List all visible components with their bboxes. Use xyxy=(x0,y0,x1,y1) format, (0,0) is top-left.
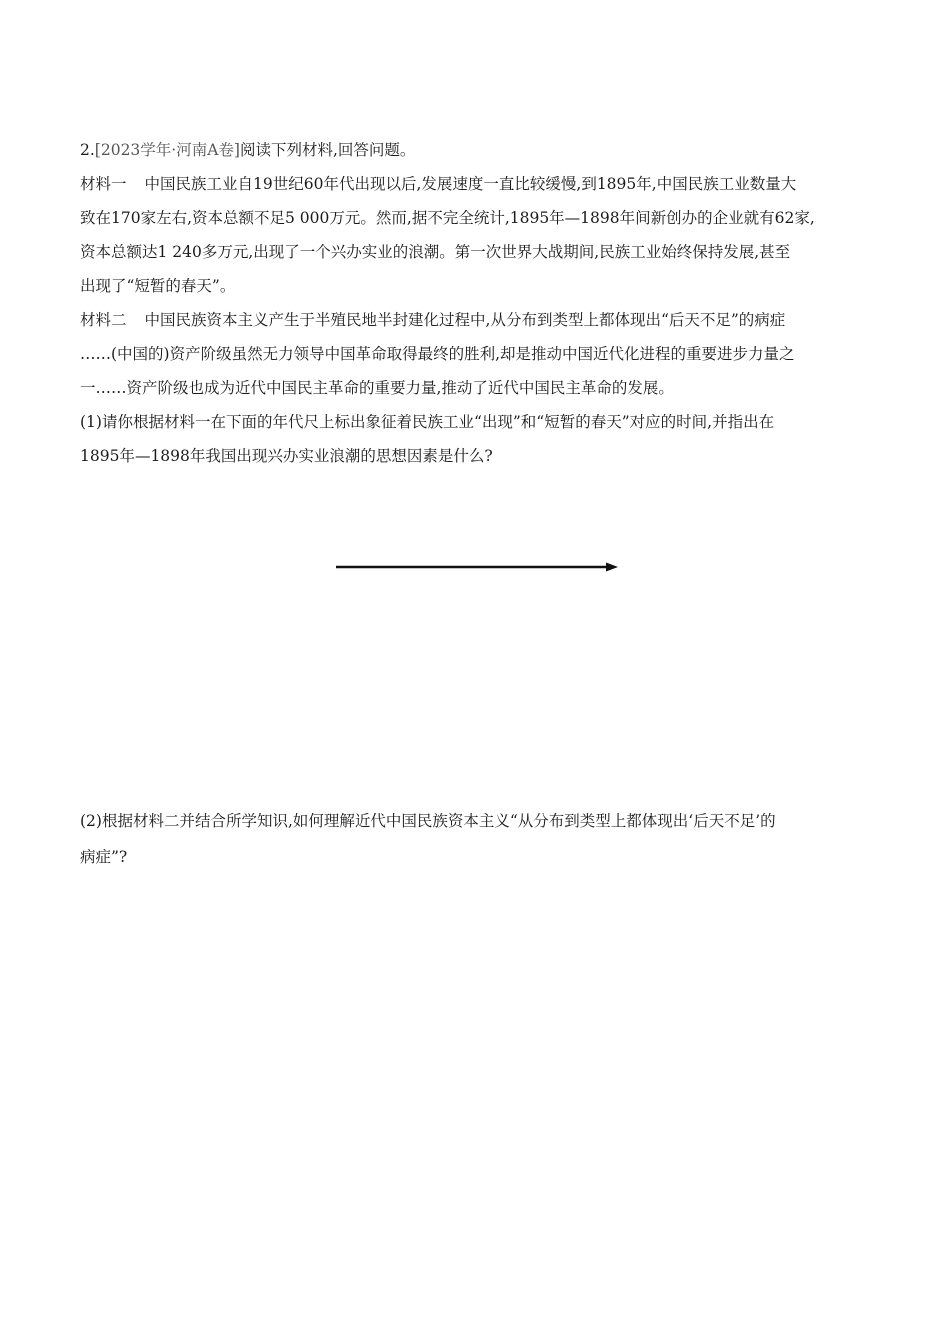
material1-line-4: 出现了“短暂的春天”。 xyxy=(80,277,236,295)
material2-line-2: ……(中国的)资产阶级虽然无力领导中国革命取得最终的胜利,却是推动中国近代化进程的重要进步力量之 xyxy=(80,345,795,363)
material1-line-2: 致在170家左右,资本总额不足5 000万元。然而,据不完全统计,1895年—1898年间新创办的企业就有62家, xyxy=(80,209,815,227)
timeline-arrowhead-icon xyxy=(606,563,618,572)
q1-line-2: 1895年—1898年我国出现兴办实业浪潮的思想因素是什么? xyxy=(80,447,493,465)
material1-label: 材料一 xyxy=(80,175,127,193)
timeline-arrow xyxy=(336,558,618,576)
material2-text-1: 中国民族资本主义产生于半殖民地半封建化过程中,从分布到类型上都体现出“后天不足”的病症 xyxy=(144,311,786,329)
question-source: [2023学年·河南A卷] xyxy=(94,141,240,159)
question-instruction: 阅读下列材料,回答问题。 xyxy=(239,141,416,159)
question-content xyxy=(80,133,872,473)
q2-line-1: (2)根据材料二并结合所学知识,如何理解近代中国民族资本主义“从分布到类型上都体现出‘后天不足’的 xyxy=(80,812,776,830)
material2-line-3: 一……资产阶级也成为近代中国民主革命的重要力量,推动了近代中国民主革命的发展。 xyxy=(80,379,674,397)
question-2 xyxy=(80,803,872,875)
q1-line-1: (1)请你根据材料一在下面的年代尺上标出象征着民族工业“出现”和“短暂的春天”对应的时间,并指出在 xyxy=(80,413,775,431)
question-header xyxy=(80,133,872,167)
material1-line-1 xyxy=(80,167,872,201)
q2-line-2: 病症”? xyxy=(80,848,128,866)
material2-label: 材料二 xyxy=(80,311,127,329)
material1-text-1: 中国民族工业自19世纪60年代出现以后,发展速度一直比较缓慢,到1895年,中国民族工业数量大 xyxy=(144,175,797,193)
question-number: 2. xyxy=(80,141,95,159)
material2-line-1 xyxy=(80,303,872,337)
material1-line-3: 资本总额达1 240多万元,出现了一个兴办实业的浪潮。第一次世界大战期间,民族工业始终保持发展,甚至 xyxy=(80,243,791,261)
